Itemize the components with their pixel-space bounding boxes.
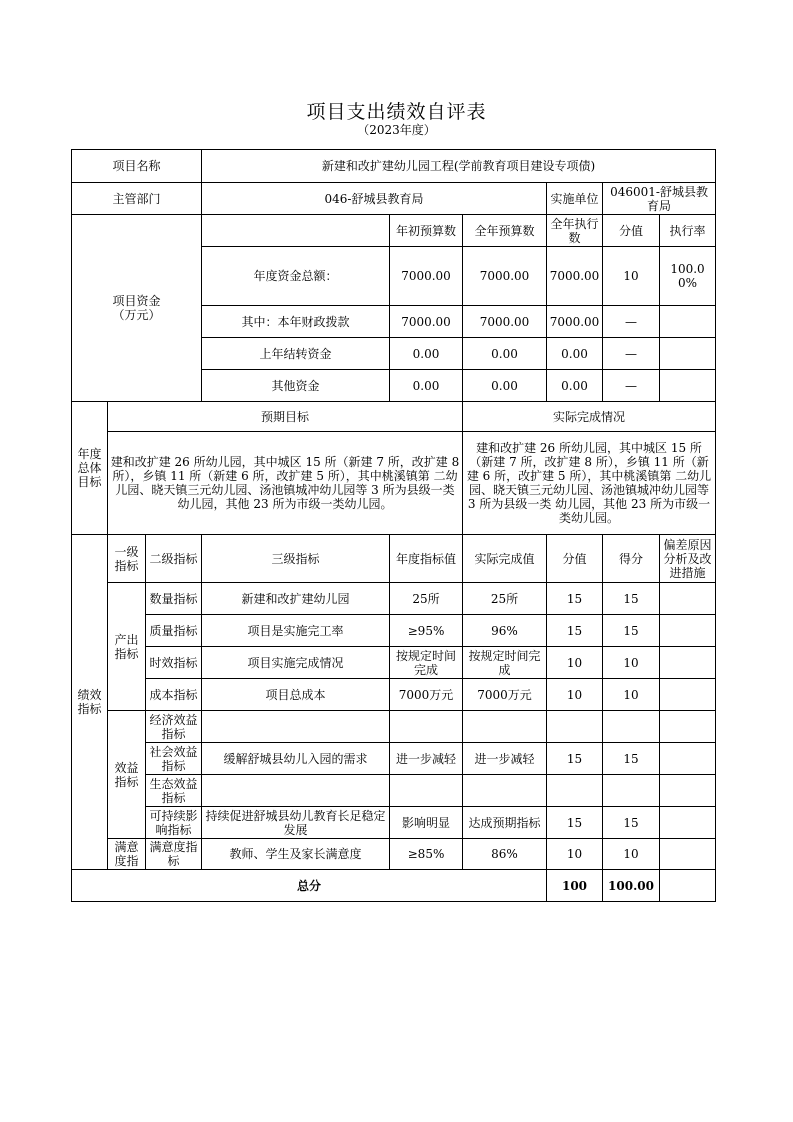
funds-header-score-value: 分值: [603, 215, 660, 247]
actual-cell: [463, 711, 547, 743]
actual-cell: 进一步减轻: [463, 743, 547, 775]
indicator-row: [72, 775, 716, 807]
level2-cell: 可持续影响指标: [146, 807, 202, 839]
deviation-cell: [660, 679, 716, 711]
funds-row-score-value: —: [603, 306, 660, 338]
project-name-value: 新建和改扩建幼儿园工程(学前教育项目建设专项债): [202, 150, 716, 183]
target-cell: 按规定时间完成: [390, 647, 463, 679]
indicator-row: [72, 647, 716, 679]
dept-label: 主管部门: [72, 183, 202, 215]
funds-header-row: [72, 215, 716, 247]
actual-cell: [463, 775, 547, 807]
total-label: 总分: [72, 870, 547, 902]
total-row: [72, 870, 716, 902]
unit-label: 实施单位: [547, 183, 603, 215]
score-cell: [603, 711, 660, 743]
funds-row-score-value: 10: [603, 247, 660, 306]
funds-row-init: 7000.00: [390, 247, 463, 306]
funds-row-exec: 7000.00: [547, 247, 603, 306]
deviation-header: 偏差原因分析及改进措施: [660, 535, 716, 583]
target-cell: 进一步减轻: [390, 743, 463, 775]
score-value-cell: 15: [547, 807, 603, 839]
funds-header-blank: [202, 215, 390, 247]
expected-goal-header: 预期目标: [108, 402, 463, 432]
indicator-row: [72, 583, 716, 615]
output-indicators-label: 产出指标: [108, 583, 146, 711]
target-cell: 7000万元: [390, 679, 463, 711]
funds-row-label: 年度资金总额：: [202, 247, 390, 306]
level3-cell: 项目实施完成情况: [202, 647, 390, 679]
score-value-cell: 15: [547, 583, 603, 615]
level2-cell: 经济效益指标: [146, 711, 202, 743]
actual-cell: 7000万元: [463, 679, 547, 711]
score-value-cell: 15: [547, 615, 603, 647]
actual-cell: 96%: [463, 615, 547, 647]
funds-row-init: 7000.00: [390, 306, 463, 338]
unit-value: 046001-舒城县教育局: [603, 183, 716, 215]
score-cell: 15: [603, 615, 660, 647]
page-subtitle: （2023年度）: [357, 123, 436, 137]
funds-row-rate: [660, 338, 716, 370]
funds-label-line2: （万元）: [112, 308, 161, 322]
actual-cell: 25所: [463, 583, 547, 615]
score-value-cell: 10: [547, 839, 603, 870]
target-header: 年度指标值: [390, 535, 463, 583]
indicator-row: [72, 679, 716, 711]
target-cell: ≥95%: [390, 615, 463, 647]
funds-row-label: 其他资金: [202, 370, 390, 402]
actual-cell: 达成预期指标: [463, 807, 547, 839]
target-cell: 25所: [390, 583, 463, 615]
deviation-cell: [660, 807, 716, 839]
deviation-cell: [660, 839, 716, 870]
level3-cell: 持续促进舒城县幼儿教育长足稳定发展: [202, 807, 390, 839]
target-cell: [390, 711, 463, 743]
indicator-row: [72, 615, 716, 647]
deviation-cell: [660, 711, 716, 743]
indicator-row: [72, 807, 716, 839]
self-evaluation-table: [71, 149, 716, 902]
score-value-cell: 10: [547, 679, 603, 711]
actual-completion-header: 实际完成情况: [463, 402, 716, 432]
level3-header: 三级指标: [202, 535, 390, 583]
score-cell: 15: [603, 583, 660, 615]
indicator-row: [72, 743, 716, 775]
funds-row-exec: 0.00: [547, 370, 603, 402]
level2-cell: 社会效益指标: [146, 743, 202, 775]
deviation-cell: [660, 615, 716, 647]
project-name-label: 项目名称: [72, 150, 202, 183]
level1-header: 一级指标: [108, 535, 146, 583]
level3-cell: 项目是实施完工率: [202, 615, 390, 647]
target-cell: [390, 775, 463, 807]
funds-row-full: 7000.00: [463, 306, 547, 338]
level2-cell: 满意度指标: [146, 839, 202, 870]
funds-row-label: 上年结转资金: [202, 338, 390, 370]
score-value-cell: 10: [547, 647, 603, 679]
page-title: 项目支出绩效自评表: [306, 101, 487, 123]
indicators-section-label: 绩效指标: [72, 535, 108, 870]
total-score: 100.00: [603, 870, 660, 902]
funds-header-rate: 执行率: [660, 215, 716, 247]
funds-label-line1: 项目资金: [112, 294, 161, 308]
indicator-row: [72, 711, 716, 743]
score-value-header: 分值: [547, 535, 603, 583]
total-extra: [660, 870, 716, 902]
funds-row-init: 0.00: [390, 370, 463, 402]
score-value-cell: [547, 711, 603, 743]
level3-cell: 新建和改扩建幼儿园: [202, 583, 390, 615]
expected-goal-text: 建和改扩建 26 所幼儿园，其中城区 15 所（新建 7 所，改扩建 8 所），乡镇 11 所（新建 6 所，改扩建 5 所），其中桃溪镇第 二幼儿园、晓天镇三元幼儿园、汤池镇城冲幼儿园等 3 所为县级一类 幼儿园，其他 23 所为市级一类幼儿园。: [108, 432, 463, 535]
actual-completion-text: 建和改扩建 26 所幼儿园，其中城区 15 所（新建 7 所，改扩建 8 所），乡镇 11 所（新建 6 所，改扩建 5 所），其中桃溪镇第 二幼儿园、晓天镇三元幼儿园、汤池镇城冲幼儿园等 3 所为县级一类 幼儿园，其他 23 所为市级一类幼儿园。: [463, 432, 716, 535]
score-cell: 10: [603, 839, 660, 870]
score-cell: [603, 775, 660, 807]
level2-header: 二级指标: [146, 535, 202, 583]
level3-cell: [202, 711, 390, 743]
score-cell: 10: [603, 679, 660, 711]
level2-cell: 生态效益指标: [146, 775, 202, 807]
funds-row-full: 7000.00: [463, 247, 547, 306]
actual-cell: 86%: [463, 839, 547, 870]
satisfaction-indicators-label: 满意度指: [108, 839, 146, 870]
goals-header-row: [72, 402, 716, 432]
funds-row-score-value: —: [603, 338, 660, 370]
level2-cell: 时效指标: [146, 647, 202, 679]
funds-row-label: 其中：本年财政拨款: [202, 306, 390, 338]
funds-header-full: 全年预算数: [463, 215, 547, 247]
deviation-cell: [660, 743, 716, 775]
funds-row-score-value: —: [603, 370, 660, 402]
funds-row-rate: 100.00%: [660, 247, 716, 306]
funds-header-init: 年初预算数: [390, 215, 463, 247]
score-value-cell: 15: [547, 743, 603, 775]
funds-row-full: 0.00: [463, 338, 547, 370]
total-score-value: 100: [547, 870, 603, 902]
funds-section-label: [72, 215, 202, 402]
actual-header: 实际完成值: [463, 535, 547, 583]
funds-row-rate: [660, 306, 716, 338]
score-cell: 15: [603, 743, 660, 775]
funds-row-init: 0.00: [390, 338, 463, 370]
funds-row-exec: 7000.00: [547, 306, 603, 338]
score-header: 得分: [603, 535, 660, 583]
level2-cell: 质量指标: [146, 615, 202, 647]
funds-row-full: 0.00: [463, 370, 547, 402]
level3-cell: [202, 775, 390, 807]
actual-cell: 按规定时间完成: [463, 647, 547, 679]
target-cell: ≥85%: [390, 839, 463, 870]
funds-header-exec: 全年执行数: [547, 215, 603, 247]
level2-cell: 成本指标: [146, 679, 202, 711]
goals-section-label: 年度总体目标: [72, 402, 108, 535]
funds-row-rate: [660, 370, 716, 402]
target-cell: 影响明显: [390, 807, 463, 839]
score-value-cell: [547, 775, 603, 807]
level3-cell: 教师、学生及家长满意度: [202, 839, 390, 870]
benefit-indicators-label: 效益指标: [108, 711, 146, 839]
indicator-row: [72, 839, 716, 870]
score-cell: 15: [603, 807, 660, 839]
level3-cell: 项目总成本: [202, 679, 390, 711]
goals-content-row: [72, 432, 716, 535]
score-cell: 10: [603, 647, 660, 679]
deviation-cell: [660, 775, 716, 807]
level3-cell: 缓解舒城县幼儿入园的需求: [202, 743, 390, 775]
department-row: [72, 183, 716, 215]
indicators-header-row: [72, 535, 716, 583]
deviation-cell: [660, 647, 716, 679]
deviation-cell: [660, 583, 716, 615]
dept-value: 046-舒城县教育局: [202, 183, 547, 215]
funds-row-exec: 0.00: [547, 338, 603, 370]
project-name-row: [72, 150, 716, 183]
level2-cell: 数量指标: [146, 583, 202, 615]
